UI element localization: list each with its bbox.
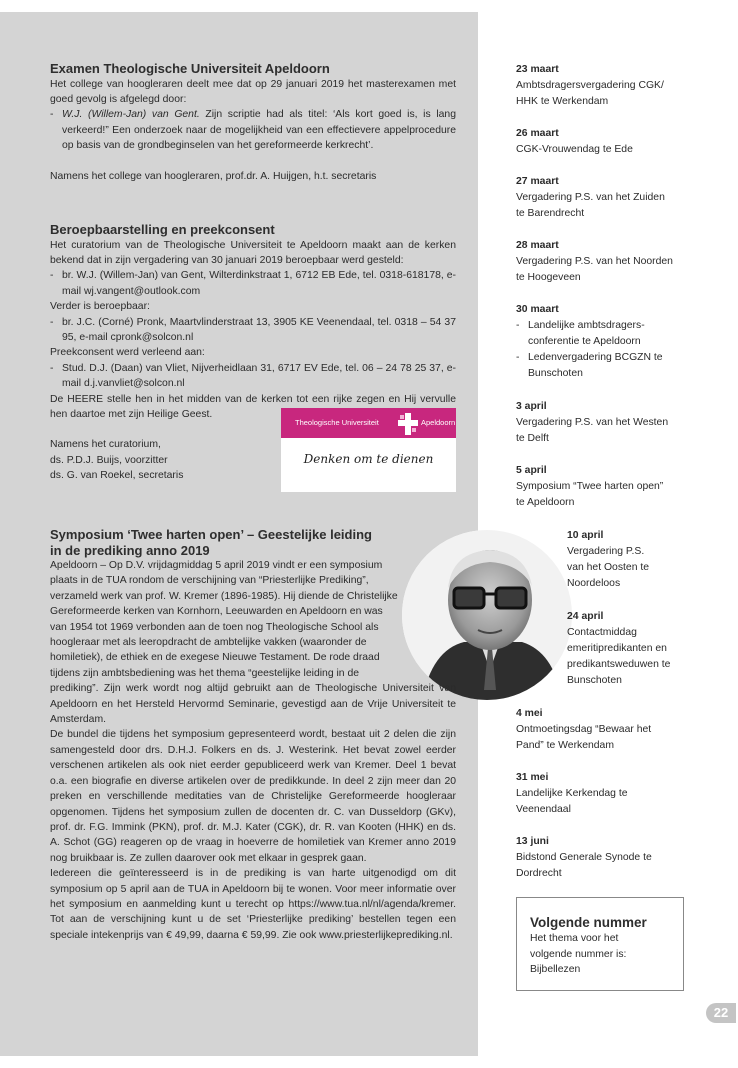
agenda-line: van het Oosten te <box>567 562 650 573</box>
agenda-line: conferentie te Apeldoorn <box>528 336 641 347</box>
agenda-line: Contactmiddag <box>567 627 637 638</box>
symposium-heading-line-2: in de prediking anno 2019 <box>50 542 210 558</box>
agenda-line: Vergadering P.S. <box>567 546 645 557</box>
logo-name-right: Apeldoorn <box>421 418 456 427</box>
beroepbaar-intro: Het curatorium van de Theologische Universiteit te Apeldoorn maakt aan de kerken bekend dat in zijn vergadering van 30 januari 2019 beroepbaar werd gesteld: <box>50 239 456 266</box>
next-issue-box <box>516 897 684 991</box>
agenda-item <box>516 463 696 511</box>
beroepbaar-closing: De HEERE stelle hen in het midden van de kerken tot een rijke zegen en Hij vervulle hen daartoe met zijn Heilige Geest. <box>50 393 456 420</box>
logo-name-left: Theologische Universiteit <box>295 418 379 427</box>
next-issue-title: Volgende nummer <box>530 915 647 930</box>
agenda-date: 31 mei <box>516 772 549 783</box>
tua-logo <box>281 408 456 492</box>
agenda-item <box>516 302 696 382</box>
beroepbaar-label-3: Preekconsent werd verleend aan: <box>50 347 205 359</box>
agenda-line: Pand” te Werkendam <box>516 740 614 751</box>
section-heading-examen: Examen Theologische Universiteit Apeldoorn <box>50 61 330 76</box>
beroepbaar-bullet-3: - Stud. D.J. (Daan) van Vliet, Nijverheidlaan 31, 6717 EV Ede, tel. 06 – 24 78 25 37, e-mail d.j.vanvliet@solcon.nl <box>50 361 456 392</box>
symposium-line: homiletiek), de ethiek en de exegese Nieuwe Testament. De rode draad <box>50 652 380 664</box>
agenda-line: Bunschoten <box>567 675 622 686</box>
agenda-line: te Delft <box>516 433 549 444</box>
symposium-line: hoogleraar met als leeropdracht de ambtelijke vakken (waaronder de <box>50 637 367 649</box>
agenda-line: Bunschoten <box>528 368 583 379</box>
symposium-line: van 1954 tot 1969 verbonden aan de toen nog Theologische School als <box>50 621 379 633</box>
agenda-line: te Hoogeveen <box>516 272 581 283</box>
symposium-para1-wrapped <box>50 558 402 681</box>
agenda-line: te Barendrecht <box>516 208 585 219</box>
agenda-line: Vergadering P.S. van het Noorden <box>516 256 673 267</box>
examen-bullet-name: W.J. (Willem-Jan) van Gent. <box>62 109 200 121</box>
section-symposium <box>50 527 456 943</box>
examen-intro: Het college van hoogleraren deelt mee dat op 29 januari 2019 het masterexamen met goed gevolg is afgelegd door: <box>50 78 456 105</box>
symposium-para1-rest: prediking”. Zijn werk wordt nog altijd gebruikt aan de Theologische Universiteit van Apeldoorn en het Hersteld Hervormd Seminarie, gevestigd aan de Vrije Universiteit te Amsterdam. <box>50 683 456 726</box>
logo-cross-icon <box>398 413 418 435</box>
agenda-date: 27 maart <box>516 176 559 187</box>
agenda-date: 5 april <box>516 465 547 476</box>
agenda-date: 3 april <box>516 401 547 412</box>
logo-banner <box>281 408 456 438</box>
agenda-item <box>516 126 696 158</box>
agenda-item <box>516 770 696 818</box>
symposium-para2: De bundel die tijdens het symposium gepresenteerd wordt, bestaat uit 2 delen die zijn samengesteld door drs. D.H.J. Folkers en ds. J. Westerink. Het bevat zowel eerder verschenen artikelen als ook niet eerder gepubliceerd werk van Kremer. Deel 1 bevat o.a. een biografie en diverse artikelen over de predikkunde. In deel 2 zijn meer dan 20 preken en verschillende meditaties van de Christelijke Gereformeerde hoogleraar opgenomen. Tijdens het symposium zullen de docenten dr. C. van Dusseldorp (GKv), prof. dr. F.G. Immink (PKN), prof. dr. M.J. Kater (CGK), dr. R. van Kooten (HHK) en ds. A. Schot (GG) reageren op de vraag in hoeverre de homiletiek van Kremer anno 2019 nog bruikbaar is. Ze zullen daarover ook met elkaar in gesprek gaan. <box>50 729 456 864</box>
agenda-line: te Apeldoorn <box>516 497 575 508</box>
beroepbaar-bullet-1: - br. W.J. (Willem-Jan) van Gent, Wilterdinkstraat 1, 6712 EB Ede, tel. 0318-618178, e-mail wj.vangent@outlook.com <box>50 268 456 299</box>
logo-slogan: Denken om te dienen <box>303 452 434 466</box>
agenda-date: 10 april <box>567 530 604 541</box>
symposium-line: tijdens zijn ambtsbediening was het thema “geestelijke leiding in de <box>50 667 360 679</box>
agenda-bullet <box>516 350 696 382</box>
agenda-line: Vergadering P.S. van het Zuiden <box>516 192 665 203</box>
symposium-para3: Iedereen die geïnteresseerd is in de prediking is van harte uitgenodigd om dit symposium op 5 april aan de TUA in Apeldoorn bij te wonen. Voor meer informatie over het symposium en aanmelding kunt u terecht op https://www.tua.nl/nl/agenda/kremer. Tot aan de verschijning kunt u de set ‘Priesterlijke prediking’ bestellen tegen een speciale intekenprijs van € 49,99, daarna € 59,99. Zie ook www.priesterlijkeprediking.nl. <box>50 868 456 941</box>
examen-bullet <box>50 107 456 153</box>
agenda-line: Ambtsdragersvergadering CGK/ <box>516 80 664 91</box>
next-issue-line: volgende nummer is: <box>530 948 627 960</box>
agenda-date: 13 juni <box>516 836 549 847</box>
section-examen <box>50 61 456 184</box>
agenda-date: 28 maart <box>516 240 559 251</box>
agenda-date: 24 april <box>567 611 604 622</box>
agenda-item <box>516 62 696 110</box>
agenda-line: - Landelijke ambtsdragers- <box>528 320 645 331</box>
agenda-item <box>567 528 697 592</box>
agenda-date: 26 maart <box>516 128 559 139</box>
agenda-date: 4 mei <box>516 708 543 719</box>
agenda-line: Vergadering P.S. van het Westen <box>516 417 669 428</box>
symposium-line: Gereformeerde kerken van Kornhorn, Leeuwarden en Apeldoorn en was <box>50 606 383 618</box>
agenda-line: Bidstond Generale Synode te <box>516 852 652 863</box>
agenda-date: 30 maart <box>516 304 559 315</box>
symposium-line: plaats in de TUA rondom de verschijning van “Priesterlijke Prediking”, <box>50 575 369 587</box>
agenda-item <box>516 399 696 447</box>
agenda-line: Ontmoetingsdag “Bewaar het <box>516 724 652 735</box>
beroepbaar-bullet-2: - br. J.C. (Corné) Pronk, Maartvlinderstraat 13, 3905 KE Veenendaal, tel. 0318 – 54 37 95, e-mail cpronk@solcon.nl <box>50 315 456 346</box>
agenda-item <box>516 706 696 754</box>
examen-signature: Namens het college van hoogleraren, prof.dr. A. Huijgen, h.t. secretaris <box>50 170 377 182</box>
agenda-item <box>516 238 696 286</box>
agenda-item <box>516 174 696 222</box>
agenda-item <box>516 834 696 882</box>
curatorium-sign-2: ds. P.D.J. Buijs, voorzitter <box>50 454 168 466</box>
page-number: 22 <box>706 1003 736 1023</box>
agenda-line: emeritipredikanten en <box>567 643 667 654</box>
agenda-line: Noordeloos <box>567 578 621 589</box>
next-issue-line: Het thema voor het <box>530 933 619 944</box>
agenda-line: Dordrecht <box>516 868 562 879</box>
curatorium-sign-1: Namens het curatorium, <box>50 439 161 451</box>
agenda-line: HHK te Werkendam <box>516 96 609 107</box>
section-heading-beroepbaar: Beroepbaarstelling en preekconsent <box>50 222 275 237</box>
agenda-line: - Ledenvergadering BCGZN te <box>528 352 663 363</box>
agenda-bullet <box>516 318 696 350</box>
agenda-line: Landelijke Kerkendag te <box>516 788 628 799</box>
agenda-line: CGK-Vrouwendag te Ede <box>516 144 633 155</box>
beroepbaar-label-2: Verder is beroepbaar: <box>50 301 150 313</box>
agenda-date: 23 maart <box>516 64 559 75</box>
agenda-line: Veenendaal <box>516 804 571 815</box>
examen-bullet-text: Zijn scriptie had als titel: ‘Als kort goed is, is lang verkeerd!” Een onderzoek naar de mogelijkheid van een effectievere appelprocedure op basis van de grondbeginselen van het gereformeerde kerkrecht’. <box>62 109 456 152</box>
agenda-item <box>567 609 697 689</box>
symposium-line: verzameld werk van prof. W. Kremer (1896-1985). Hij diende de Christelijke <box>50 590 398 602</box>
symposium-line: Apeldoorn – Op D.V. vrijdagmiddag 5 april 2019 vindt er een symposium <box>50 560 383 571</box>
curatorium-sign-3: ds. G. van Roekel, secretaris <box>50 470 184 482</box>
agenda-line: predikantsweduwen te <box>567 659 671 670</box>
next-issue-line: Bijbellezen <box>530 964 581 975</box>
symposium-heading-line-1: Symposium ‘Twee harten open’ – Geestelijke leiding <box>50 527 372 542</box>
agenda-line: Symposium “Twee harten open” <box>516 481 664 492</box>
